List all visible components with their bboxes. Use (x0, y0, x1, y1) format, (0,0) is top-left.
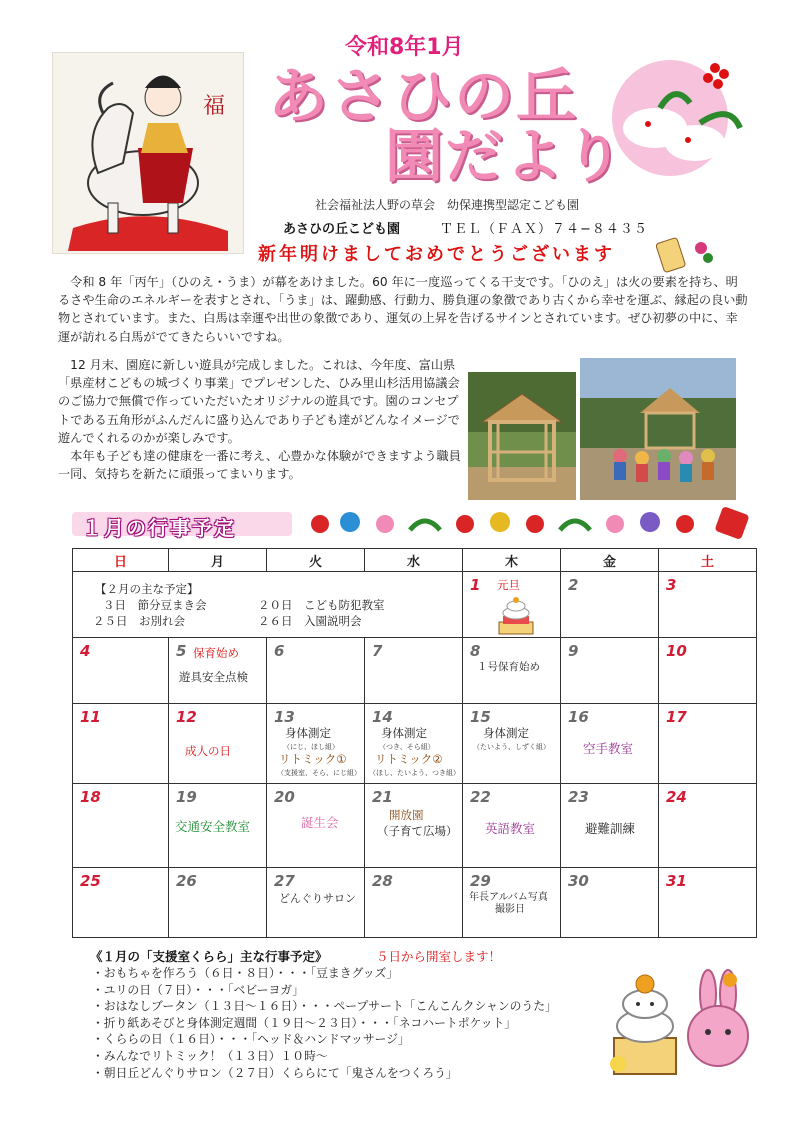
list-item: ・おはなしブータン（１３日〜１６日）・・・ペープサート「こんこんクシャンのうた」 (92, 999, 557, 1014)
day-event: 成人の日 (185, 744, 231, 758)
school-name: あさひの丘こども園 (283, 222, 401, 237)
day-number: 25 (80, 872, 101, 890)
day-number: 3 (666, 576, 677, 594)
svg-text:福: 福 (203, 94, 226, 119)
calendar-day-cell (365, 704, 463, 784)
calendar-day-cell (463, 572, 561, 638)
playground-photo (468, 372, 576, 500)
calendar-day-cell (267, 784, 365, 868)
mochi-rabbit-mascot (600, 960, 760, 1080)
day-event: 遊具安全点検 (179, 670, 248, 684)
day-number: 28 (372, 872, 393, 890)
day-event-note: （にじ、ほし組） (283, 743, 339, 751)
calendar-day-cell (659, 638, 757, 704)
day-number: 20 (274, 788, 295, 806)
calendar-day-cell (463, 868, 561, 938)
calendar-day-cell (561, 638, 659, 704)
day-number: 5 (176, 642, 187, 660)
closing-text: 本年も子ども達の健康を一番に考え、心豊かな体験ができますよう職員一同、気持ちを新たに頑張ってまいります。 (58, 449, 461, 482)
list-item: ・ユリの日（７日）・・・「ベビーヨガ」 (92, 982, 304, 997)
calendar-day-cell (365, 868, 463, 938)
calendar-day-cell (659, 572, 757, 638)
day-event-note: （たいよう、しずく組） (473, 743, 550, 751)
list-item: ・朝日丘どんぐりサロン（２７日）くららにて「鬼さんをつくろう」 (92, 1065, 458, 1080)
day-number: 7 (372, 642, 383, 660)
list-item: ・くららの日（１６日）・・・「ヘッド＆ハンドマッサージ」 (92, 1032, 410, 1047)
day-event: 空手教室 (583, 741, 634, 756)
day-number: 19 (176, 788, 197, 806)
weekday-sunday: 日 (73, 549, 169, 572)
weekday-monday: 月 (169, 549, 267, 572)
weekday-tuesday: 火 (267, 549, 365, 572)
day-event-note: （ほし、たいよう、つき組） (369, 769, 460, 777)
day-number: 8 (470, 642, 481, 660)
day-event-note: （支援室、そら、にじ組） (277, 769, 361, 777)
calendar-day-cell (561, 704, 659, 784)
calendar-day-cell (561, 784, 659, 868)
issue-month: 令和8年1月 (345, 35, 464, 60)
day-event: １号保育始め (477, 661, 540, 673)
calendar-day-cell (169, 868, 267, 938)
events-heading: １月の行事予定 (82, 516, 236, 540)
day-event: 避難訓練 (585, 821, 636, 836)
day-number: 14 (372, 708, 393, 726)
calendar-day-cell (73, 638, 169, 704)
day-number: 27 (274, 872, 295, 890)
weekday-saturday: 土 (659, 549, 757, 572)
day-number: 13 (274, 708, 295, 726)
newsletter-title-line2: 園だより (385, 122, 626, 190)
calendar-day-cell (267, 638, 365, 704)
day-number: 18 (80, 788, 101, 806)
calendar-day-cell (561, 572, 659, 638)
feb-plan-item: ２０日 こども防犯教室 (258, 598, 385, 612)
kagami-mochi-icon (495, 596, 537, 636)
support-room-heading: 《１月の「支援室くらら」主な行事予定》 (90, 949, 328, 964)
day-event: 交通安全教室 (175, 819, 251, 834)
calendar-day-cell (659, 868, 757, 938)
feb-plan-item: ２５日 お別れ会 (93, 614, 185, 628)
feb-plan-item: ３日 節分豆まき会 (103, 598, 207, 612)
phone-number: ＴＥＬ（ＦＡＸ）７４−８４３５ (440, 222, 648, 237)
day-event: 身体測定 (483, 726, 529, 740)
day-number: 21 (372, 788, 393, 806)
day-event: 身体測定 (285, 726, 331, 740)
intro-paragraph: 令和 8 年「丙午」（ひのえ・うま）が幕をあけました。60 年に一度巡ってくる干支です。「ひのえ」は火の要素を持ち、明るさや生命のエネルギーを表すとされ、「うま」は、躍動感、行動力、勝負運の象徴であり古くから幸せを運ぶ、縁起の良い動物とされています。また、白馬は幸運や出世の象徴であり、運気の上昇を告げるサインとされています。ぜひ初夢の中に、幸運が訪れる白馬がでてきたらいいですね。 (58, 275, 748, 344)
calendar-day-cell (561, 868, 659, 938)
day-event: 身体測定 (381, 726, 427, 740)
calendar-day-cell (169, 704, 267, 784)
newsletter-title-line1: あさひの丘 (268, 62, 578, 132)
day-number: 4 (80, 642, 91, 660)
weekday-thursday: 木 (463, 549, 561, 572)
calendar-day-cell (463, 638, 561, 704)
day-number: 17 (666, 708, 687, 726)
support-room-opening: ５日から開室します！ (376, 949, 502, 964)
calendar-day-cell (659, 784, 757, 868)
day-event: 撮影日 (495, 904, 525, 915)
day-number: 10 (666, 642, 687, 660)
day-event: 年長アルバム写真 (469, 892, 548, 903)
day-number: 1 (470, 576, 481, 594)
list-item: ・みんなでリトミック！（１３日）１０時〜 (92, 1048, 328, 1063)
calendar-day-cell (365, 638, 463, 704)
organization-name: 社会福祉法人野の草会 幼保連携型認定こども園 (315, 198, 580, 212)
feb-plan-item: ２６日 入園説明会 (258, 614, 362, 628)
calendar-day-cell (267, 704, 365, 784)
day-number: 23 (568, 788, 589, 806)
day-event: （子育て広場） (377, 824, 458, 838)
hagoita-icon (656, 236, 716, 276)
day-number: 12 (176, 708, 197, 726)
calendar-day-cell (169, 638, 267, 704)
new-year-horse-illustration (52, 52, 244, 254)
day-number: 24 (666, 788, 687, 806)
calendar-day-cell (73, 704, 169, 784)
day-event: どんぐりサロン (279, 892, 356, 905)
day-event-note: （つき、そら組） (379, 743, 435, 751)
list-item: ・おもちゃを作ろう（６日・８日）・・・「豆まきグッズ」 (92, 966, 399, 980)
new-year-greeting: 新年明けましておめでとうございます (258, 244, 615, 265)
calendar-day-cell (365, 784, 463, 868)
calendar-day-cell (463, 704, 561, 784)
new-year-ornaments-border (300, 502, 760, 542)
feb-plans-heading: 【２月の主な予定】 (95, 582, 199, 596)
day-number: 6 (274, 642, 285, 660)
day-event: 元旦 (497, 578, 520, 592)
calendar-day-cell (267, 868, 365, 938)
day-number: 11 (80, 708, 101, 726)
day-event: リトミック② (375, 752, 443, 766)
calendar-day-cell (659, 704, 757, 784)
day-event: 英語教室 (485, 821, 536, 836)
day-event: 保育始め (193, 646, 239, 660)
day-number: 26 (176, 872, 197, 890)
playground-paragraph (58, 356, 468, 483)
day-number: 16 (568, 708, 589, 726)
support-room-list (92, 965, 557, 1081)
day-event: リトミック① (279, 752, 347, 766)
children-playground-photo (580, 358, 736, 500)
day-event: 誕生会 (301, 815, 339, 830)
day-number: 30 (568, 872, 589, 890)
day-number: 29 (470, 872, 491, 890)
weekday-friday: 金 (561, 549, 659, 572)
calendar-day-cell (463, 784, 561, 868)
calendar-day-cell (73, 868, 169, 938)
day-number: 9 (568, 642, 579, 660)
playground-text: 12 月末、園庭に新しい遊具が完成しました。これは、今年度、富山県「県産材こどもの城づくり事業」でプレゼンした、ひみ里山杉活用協議会のご協力で無償で作っていただいたオリジナルの遊具です。園のコンセプトである五角形がふんだんに盛り込んであり子ども達がどんなイメージで遊んでくれるのかが楽しみです。 (58, 358, 460, 445)
calendar-day-cell (73, 784, 169, 868)
calendar-day-cell (169, 784, 267, 868)
day-number: 15 (470, 708, 491, 726)
day-number: 2 (568, 576, 579, 594)
day-number: 31 (666, 872, 687, 890)
day-event: 開放園 (389, 808, 424, 822)
day-number: 22 (470, 788, 491, 806)
january-calendar (72, 548, 757, 938)
list-item: ・折り紙あそびと身体測定週間（１９日〜２３日）・・・「ネコハートポケット」 (92, 1015, 517, 1030)
feb-plans-cell (73, 572, 463, 638)
weekday-wednesday: 水 (365, 549, 463, 572)
